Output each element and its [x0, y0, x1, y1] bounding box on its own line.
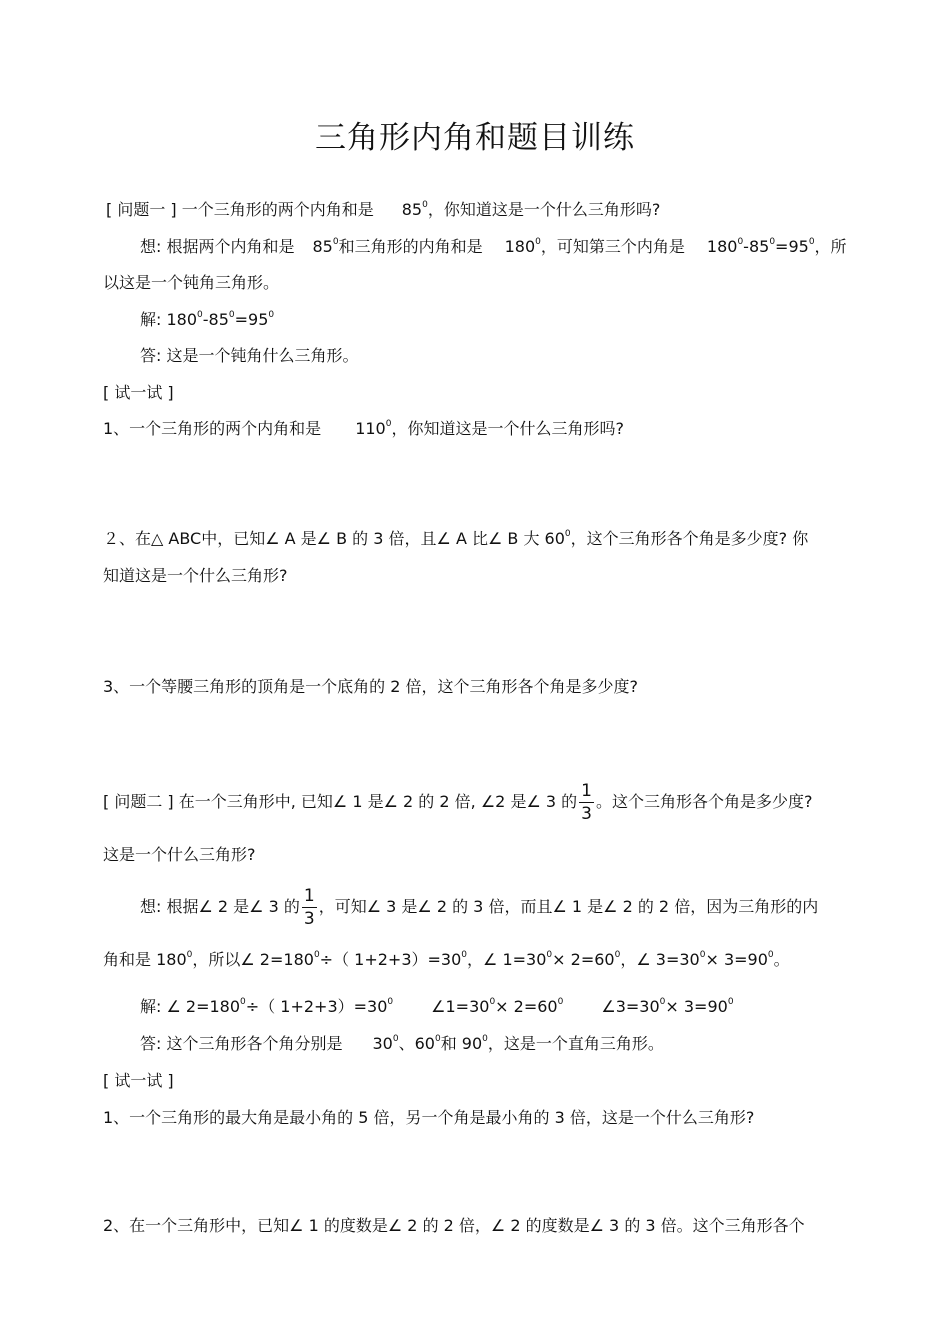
fraction-one-third: $\frac{1}{3}$ — [303, 886, 315, 929]
problem-2-solution: 解: ∠ $2=180^0\div$（ $1+2+3)=30^0$ $\angle 1=30^0\times 2=60^0$ $\angle 3=30^0\times 3=90^0$ — [140, 997, 734, 1016]
problem-2-heading-continued: 这是一个什么三角形? — [103, 845, 256, 864]
problem-1-heading: [ 问题一 ] 一个三角形的两个内角和是 $85^0$，你知道这是一个什么三角形吗? — [106, 200, 661, 219]
problem-2-heading: [ 问题二 ] 在一个三角形中, 已知∠ 1 是∠ 2 的 2 倍, ∠2 是∠ 3 的 $\frac{1}{3}$ 。这个三角形各个角是多少度? — [103, 781, 813, 824]
problem-2-thinking-continued: 角和是 $180^0$，所以∠ $2=180^0\div$（ $1+2+3)=30^0$，∠ $1=30^0\times 2=60^0$，∠ $3=30^0\times 3=90^0$。 — [103, 950, 790, 969]
fraction-one-third: $\frac{1}{3}$ — [581, 781, 592, 824]
problem-1-thinking-continued: 以这是一个钝角三角形。 — [103, 273, 280, 292]
try-it-label: [ 试一试 ] — [103, 383, 174, 402]
try-it-label-2: [ 试一试 ] — [103, 1071, 174, 1090]
problem-2-thinking: 想: 根据∠ 2 是∠ 3 的 $\frac{1}{3}$ ，可知∠ 3 是∠ 2 的 3 倍，而且∠ 1 是∠ 2 的 2 倍，因为三角形的内 — [140, 886, 819, 929]
try-1-problem-2: ２、在△ ABC中，已知∠ A 是∠ B 的 3 倍，且∠ A 比∠ B 大 $60^0$，这个三角形各个角是多少度? 你 — [103, 529, 809, 548]
try-2-problem-2: 2、在一个三角形中，已知∠ 1 的度数是∠ 2 的 2 倍，∠ 2 的度数是∠ 3 的 3 倍。这个三角形各个 — [103, 1216, 805, 1235]
problem-2-answer: 答: 这个三角形各个角分别是 $30^0$、$60^0$和 $90^0$，这是一个直角三角形。 — [140, 1034, 664, 1053]
problem-1-thinking: 想: 根据两个内角和是 $85^0$和三角形的内角和是 $180^0$，可知第三个内角是 $180^0-85^0=95^0$，所 — [140, 237, 847, 256]
try-1-problem-3: 3、一个等腰三角形的顶角是一个底角的 2 倍，这个三角形各个角是多少度? — [103, 677, 639, 696]
try-1-problem-1: 1、一个三角形的两个内角和是 $110^0$，你知道这是一个什么三角形吗? — [103, 419, 624, 438]
page-title: 三角形内角和题目训练 — [315, 120, 635, 156]
problem-1-answer: 答: 这是一个钝角什么三角形。 — [140, 346, 359, 365]
problem-1-solution: 解: $180^0-85^0=95^0$ — [140, 310, 275, 329]
try-2-problem-1: 1、一个三角形的最大角是最小角的 5 倍，另一个角是最小角的 3 倍，这是一个什么三角形? — [103, 1108, 755, 1127]
try-1-problem-2-continued: 知道这是一个什么三角形? — [103, 566, 288, 585]
